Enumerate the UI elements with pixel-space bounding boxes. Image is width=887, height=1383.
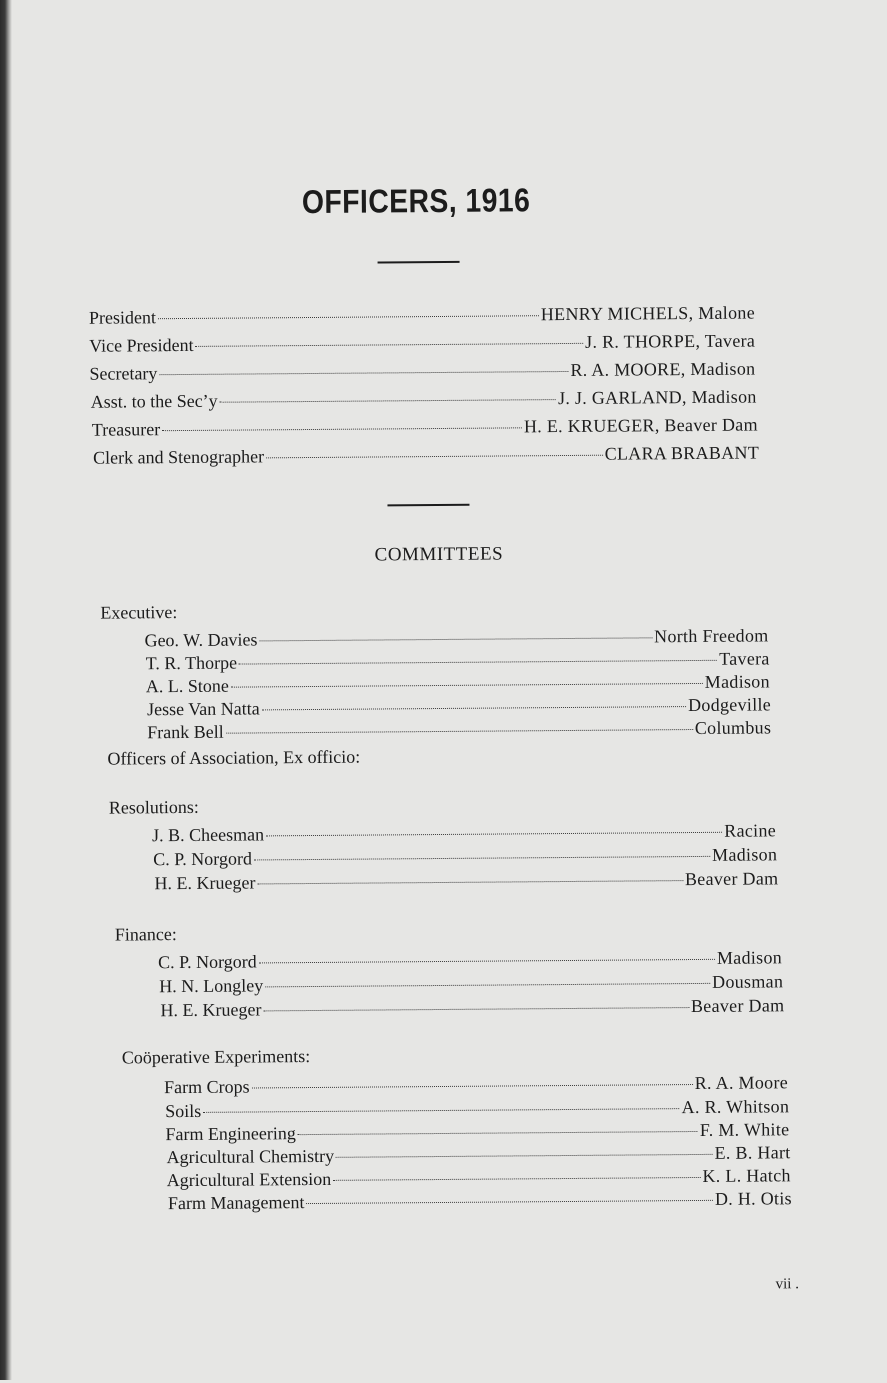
leader-dots — [158, 315, 539, 319]
committee-member-row — [164, 1072, 788, 1098]
member-name: T. R. Thorpe — [145, 652, 238, 674]
leader-dots — [162, 427, 522, 431]
leader-dots — [231, 683, 703, 688]
member-name: J. B. Cheesman — [151, 824, 265, 846]
leader-dots — [254, 856, 710, 861]
committee-member-row — [158, 947, 782, 973]
member-name: H. E. Krueger — [154, 872, 256, 894]
member-place: Madison — [716, 947, 783, 968]
leader-dots — [159, 371, 568, 375]
leader-dots — [226, 729, 693, 734]
member-place: North Freedom — [654, 625, 769, 647]
member-place: Madison — [712, 844, 778, 865]
officer-role: Treasurer — [91, 419, 161, 440]
committee-member-row — [168, 1188, 792, 1214]
member-name: Geo. W. Davies — [144, 629, 258, 651]
leader-dots — [220, 399, 556, 403]
member-place: Dousman — [712, 971, 784, 992]
committees-heading: COMMITTEES — [374, 543, 504, 566]
officer-row — [91, 387, 757, 413]
member-name: Soils — [165, 1100, 202, 1122]
leader-dots — [257, 880, 683, 884]
officer-name: R. A. MOORE, Madison — [570, 358, 756, 380]
member-name: Agricultural Chemistry — [166, 1145, 335, 1168]
member-name: A. L. Stone — [145, 675, 229, 697]
member-place: Dodgeville — [687, 694, 772, 716]
leader-dots — [260, 637, 653, 641]
section-rule — [387, 504, 469, 507]
committee-member-row — [165, 1096, 789, 1122]
committee-member-row — [146, 648, 770, 674]
member-place: Columbus — [694, 717, 772, 738]
member-name: H. E. Krueger — [160, 999, 262, 1021]
committee-member-row — [147, 717, 771, 743]
leader-dots — [333, 1177, 700, 1181]
committee-member-row — [144, 625, 768, 651]
member-place: Beaver Dam — [684, 868, 779, 890]
member-place: E. B. Hart — [714, 1142, 791, 1163]
officer-row — [89, 359, 755, 385]
member-name: C. P. Norgord — [153, 848, 253, 870]
officer-name: H. E. KRUEGER, Beaver Dam — [523, 414, 758, 437]
officer-row — [89, 303, 755, 329]
member-name: Frank Bell — [147, 721, 224, 743]
officer-role: Asst. to the Sec’y — [90, 390, 218, 412]
committee-member-row — [147, 694, 771, 720]
member-place: Madison — [704, 671, 770, 692]
leader-dots — [265, 983, 710, 987]
committee-member-row — [154, 868, 778, 894]
member-name: Farm Crops — [163, 1076, 250, 1098]
leader-dots — [336, 1154, 713, 1158]
member-place: K. L. Hatch — [702, 1165, 791, 1186]
committee-member-row — [167, 1165, 791, 1191]
leader-dots — [239, 660, 717, 665]
leader-dots — [252, 1084, 693, 1088]
member-place: A. R. Whitson — [681, 1096, 790, 1118]
member-place: Beaver Dam — [690, 995, 785, 1017]
officer-role: Secretary — [89, 363, 158, 384]
committee-member-row — [165, 1119, 789, 1145]
page-number: vii . — [775, 1276, 800, 1293]
member-name: Jesse Van Natta — [146, 698, 260, 720]
officer-role: Clerk and Stenographer — [93, 446, 265, 468]
leader-dots — [263, 1007, 689, 1011]
leader-dots — [196, 343, 584, 347]
cooperative-experiments-label: Coöperative Experiments: — [121, 1046, 311, 1068]
officer-row — [89, 331, 755, 357]
title-rule — [378, 261, 460, 264]
leader-dots — [298, 1131, 698, 1135]
leader-dots — [266, 455, 603, 459]
officer-row — [93, 442, 759, 468]
officer-role: Vice President — [89, 334, 194, 356]
committee-member-row — [152, 820, 776, 846]
member-place: Racine — [724, 820, 777, 841]
member-place: F. M. White — [699, 1119, 790, 1140]
page-title: OFFICERS, 1916 — [301, 181, 531, 221]
officer-row — [92, 414, 758, 440]
member-name: Farm Management — [167, 1192, 305, 1214]
member-place: D. H. Otis — [714, 1188, 793, 1209]
officer-name: J. R. THORPE, Tavera — [585, 330, 756, 352]
officer-name: CLARA BRABANT — [604, 442, 760, 464]
leader-dots — [306, 1200, 713, 1204]
member-name: C. P. Norgord — [157, 951, 257, 973]
member-name: H. N. Longley — [159, 975, 264, 997]
resolutions-label: Resolutions: — [108, 796, 199, 818]
committee-member-row — [153, 844, 777, 870]
leader-dots — [259, 959, 715, 964]
leader-dots — [262, 706, 686, 710]
leader-dots — [266, 832, 722, 837]
leader-dots — [203, 1108, 679, 1113]
officer-role: President — [88, 307, 157, 328]
executive-label: Executive: — [100, 602, 178, 623]
officer-name: J. J. GARLAND, Madison — [557, 386, 757, 409]
committee-member-row — [146, 671, 770, 697]
officer-name: HENRY MICHELS, Malone — [540, 302, 756, 325]
member-name: Agricultural Extension — [166, 1168, 332, 1191]
finance-label: Finance: — [114, 924, 177, 945]
committee-member-row — [160, 995, 784, 1021]
committee-member-row — [159, 971, 783, 997]
ex-officio-note: Officers of Association, Ex officio: — [107, 746, 361, 769]
member-place: R. A. Moore — [694, 1072, 789, 1094]
member-name: Farm Engineering — [165, 1123, 296, 1145]
committee-member-row — [167, 1142, 791, 1168]
member-place: Tavera — [719, 648, 770, 669]
